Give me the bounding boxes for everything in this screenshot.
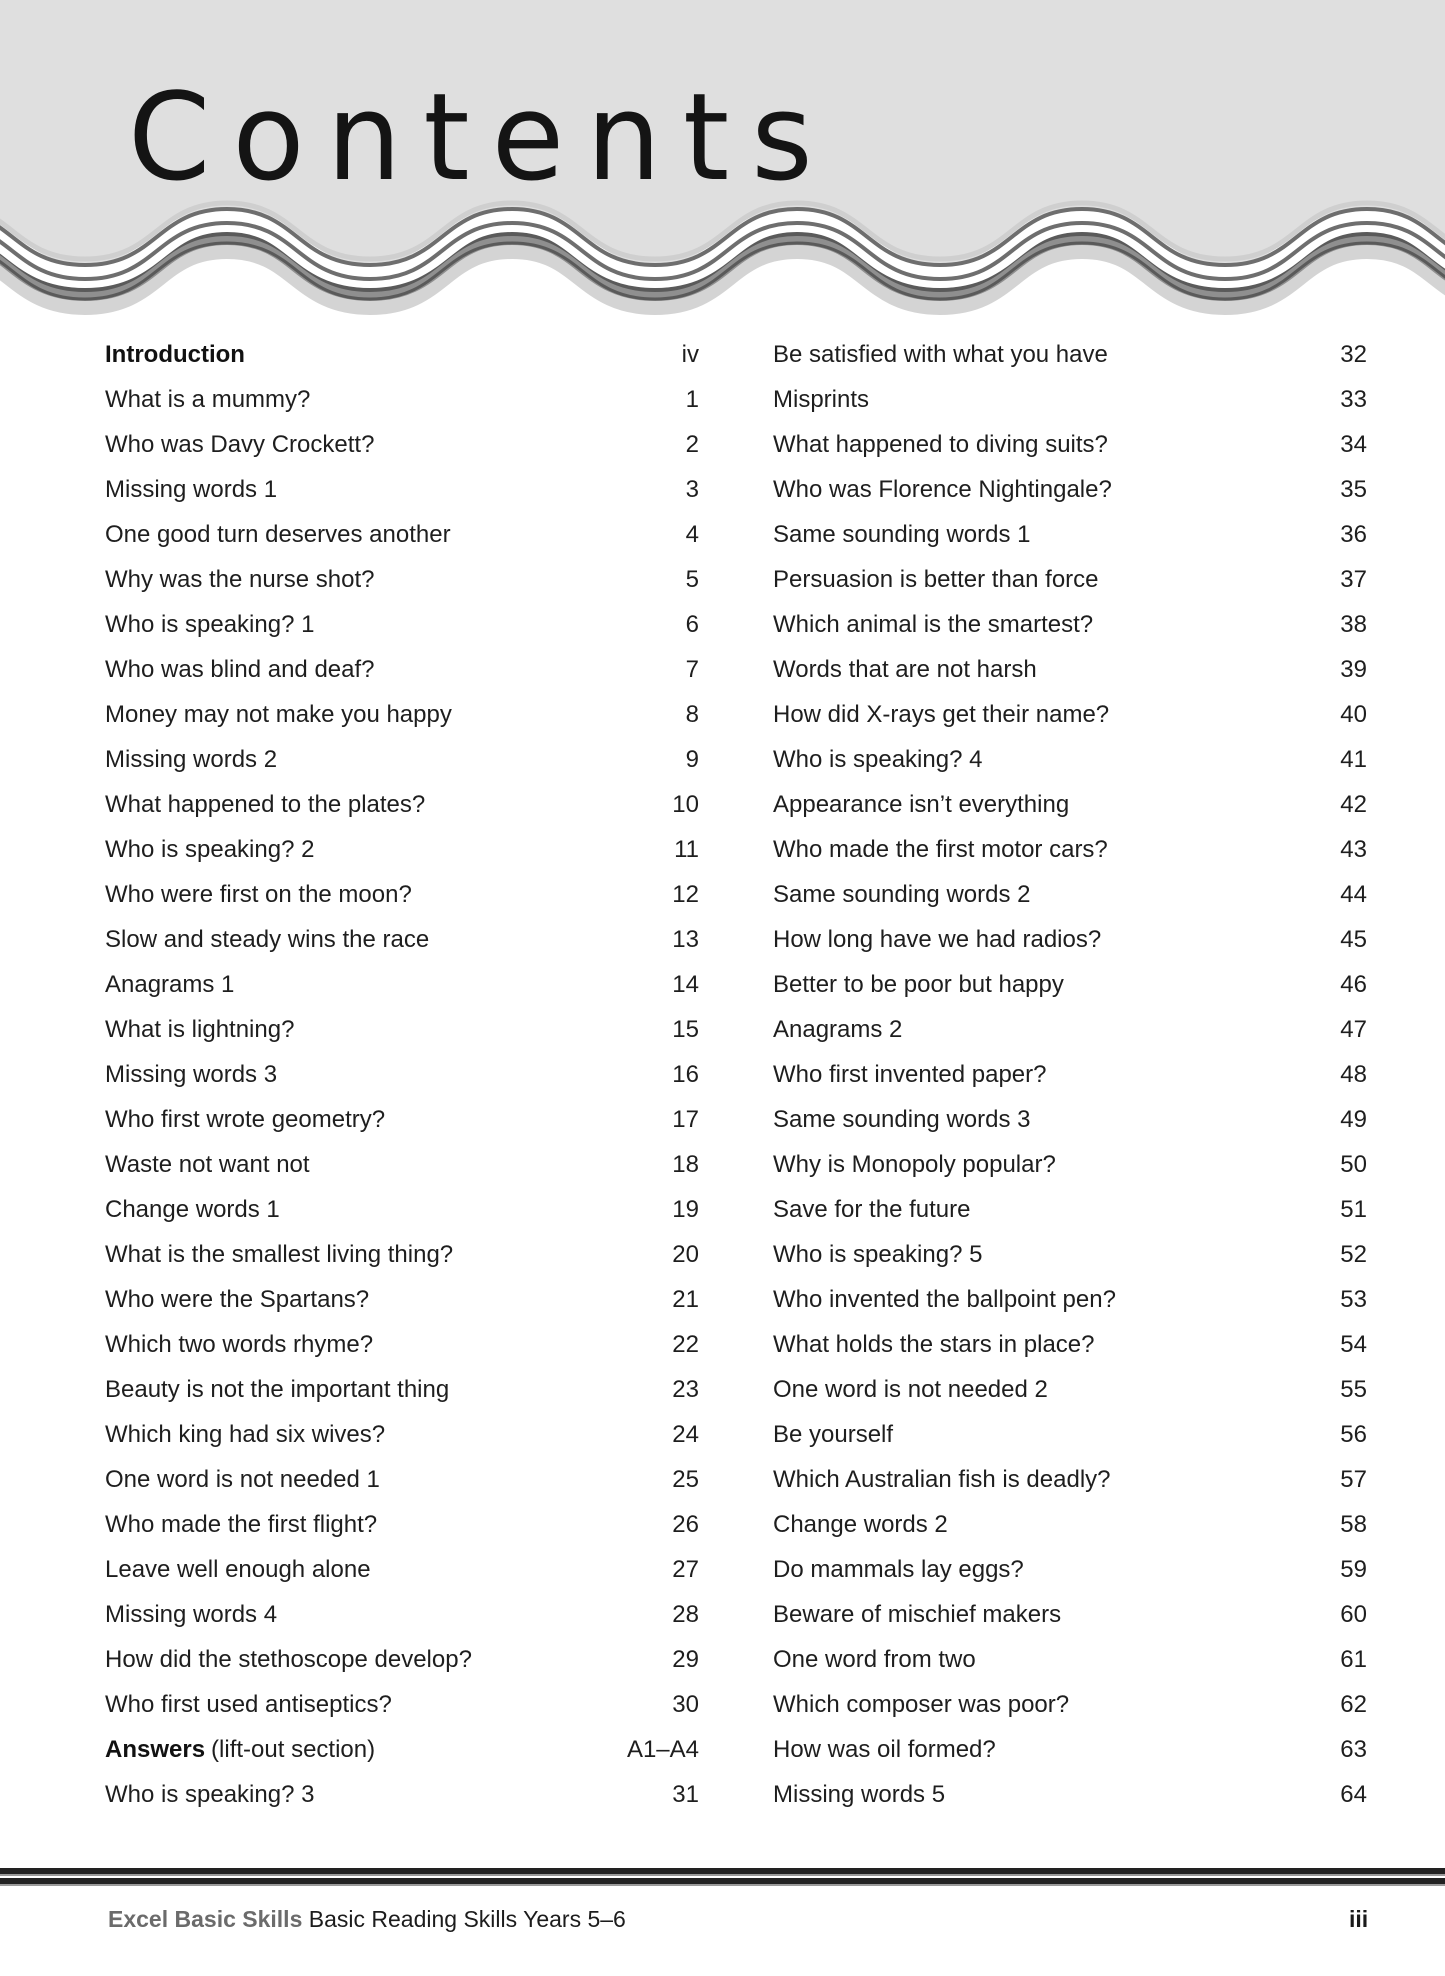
toc-entry-page: 39 bbox=[1340, 656, 1367, 683]
toc-entry-page: 54 bbox=[1340, 1331, 1367, 1358]
page-title: Contents bbox=[128, 66, 835, 208]
dot-leader bbox=[379, 1733, 609, 1757]
dot-leader bbox=[1116, 473, 1336, 497]
dot-leader bbox=[1097, 608, 1336, 632]
toc-entry-title: How was oil formed? bbox=[773, 1736, 996, 1763]
toc-entry-title: Who first invented paper? bbox=[773, 1061, 1047, 1088]
dot-leader bbox=[373, 1283, 668, 1307]
toc-entry-title: Why was the nurse shot? bbox=[105, 566, 375, 593]
dot-leader bbox=[1112, 833, 1337, 857]
toc-entry-title: Same sounding words 3 bbox=[773, 1106, 1031, 1133]
toc-entry[interactable] bbox=[105, 1055, 699, 1100]
toc-entry[interactable] bbox=[105, 1595, 699, 1640]
toc-entry-page: 45 bbox=[1340, 926, 1367, 953]
toc-left-column bbox=[105, 335, 699, 1820]
toc-entry[interactable] bbox=[773, 605, 1367, 650]
dot-leader bbox=[1034, 518, 1336, 542]
dot-leader bbox=[238, 968, 668, 992]
toc-entry-title: Who first wrote geometry? bbox=[105, 1106, 386, 1133]
dot-leader bbox=[377, 1328, 668, 1352]
dot-leader bbox=[318, 608, 681, 632]
toc-entry-page: 61 bbox=[1340, 1646, 1367, 1673]
toc-entry[interactable] bbox=[105, 1460, 699, 1505]
toc-entry[interactable] bbox=[105, 695, 699, 740]
dot-leader bbox=[456, 698, 681, 722]
toc-entry[interactable] bbox=[773, 875, 1367, 920]
toc-entry-title: Better to be poor but happy bbox=[773, 971, 1064, 998]
toc-entry-page: 59 bbox=[1340, 1556, 1367, 1583]
toc-entry-page: 17 bbox=[672, 1106, 699, 1133]
toc-right-column bbox=[773, 335, 1367, 1820]
toc-entry-page: 30 bbox=[672, 1691, 699, 1718]
toc-entry-title: What happened to diving suits? bbox=[773, 431, 1108, 458]
toc-entry-page: 18 bbox=[672, 1151, 699, 1178]
toc-entry[interactable] bbox=[773, 1280, 1367, 1325]
toc-entry[interactable] bbox=[773, 1370, 1367, 1415]
toc-entry[interactable] bbox=[105, 425, 699, 470]
toc-entry[interactable] bbox=[773, 1325, 1367, 1370]
toc-entry-page: 25 bbox=[672, 1466, 699, 1493]
dot-leader bbox=[986, 743, 1336, 767]
toc-entry-page: 40 bbox=[1340, 701, 1367, 728]
toc-entry-title: Same sounding words 1 bbox=[773, 521, 1031, 548]
toc-entry-page: 53 bbox=[1340, 1286, 1367, 1313]
dot-leader bbox=[1113, 698, 1336, 722]
dot-leader bbox=[1052, 1373, 1336, 1397]
dot-leader bbox=[379, 653, 681, 677]
toc-entry[interactable] bbox=[105, 830, 699, 875]
footer-rule-shadow bbox=[0, 1884, 1445, 1886]
toc-entry-title: Which composer was poor? bbox=[773, 1691, 1070, 1718]
toc-entry[interactable] bbox=[105, 605, 699, 650]
toc-entry-page: 8 bbox=[685, 701, 699, 728]
dot-leader bbox=[1073, 1688, 1336, 1712]
toc-entry-title: Who were the Spartans? bbox=[105, 1286, 370, 1313]
toc-entry-page: 28 bbox=[672, 1601, 699, 1628]
toc-entry[interactable] bbox=[773, 1235, 1367, 1280]
dot-leader bbox=[1112, 338, 1336, 362]
toc-entry-title: Who first used antiseptics? bbox=[105, 1691, 392, 1718]
dot-leader bbox=[1034, 878, 1336, 902]
toc-entry[interactable] bbox=[773, 920, 1367, 965]
toc-entry[interactable] bbox=[105, 1145, 699, 1190]
toc-entry-page: 47 bbox=[1340, 1016, 1367, 1043]
toc-entry-page: 62 bbox=[1340, 1691, 1367, 1718]
toc-entry[interactable] bbox=[105, 1100, 699, 1145]
toc-entry[interactable] bbox=[105, 560, 699, 605]
toc-entry-page: 6 bbox=[685, 611, 699, 638]
toc-entry-page: 49 bbox=[1340, 1106, 1367, 1133]
toc-entry[interactable] bbox=[105, 1775, 699, 1820]
toc-entry-title: Missing words 1 bbox=[105, 476, 278, 503]
toc-entry-title: Leave well enough alone bbox=[105, 1556, 371, 1583]
toc-entry-page: 20 bbox=[672, 1241, 699, 1268]
toc-entry-title bbox=[105, 1730, 375, 1770]
toc-entry[interactable] bbox=[105, 740, 699, 785]
dot-leader bbox=[281, 743, 681, 767]
dot-leader bbox=[1115, 1463, 1337, 1487]
toc-entry[interactable] bbox=[773, 560, 1367, 605]
toc-entry[interactable] bbox=[105, 1280, 699, 1325]
toc-entry-title: Who invented the ballpoint pen? bbox=[773, 1286, 1116, 1313]
toc-entry-title: Anagrams 2 bbox=[773, 1016, 903, 1043]
toc-entry-page: 14 bbox=[672, 971, 699, 998]
toc-entry[interactable] bbox=[773, 695, 1367, 740]
toc-entry-title: Change words 1 bbox=[105, 1196, 280, 1223]
toc-entry-page: 58 bbox=[1340, 1511, 1367, 1538]
dot-leader bbox=[1041, 653, 1337, 677]
dot-leader bbox=[1028, 1553, 1337, 1577]
toc-entry-title: One word from two bbox=[773, 1646, 976, 1673]
dot-leader bbox=[457, 1238, 668, 1262]
toc-entry-page: 44 bbox=[1340, 881, 1367, 908]
toc-entry-title: What is lightning? bbox=[105, 1016, 295, 1043]
toc-entry-title: Who was Davy Crockett? bbox=[105, 431, 375, 458]
toc-entry[interactable] bbox=[773, 785, 1367, 830]
dot-leader bbox=[952, 1508, 1337, 1532]
dot-leader bbox=[433, 923, 668, 947]
toc-entry-title: Who were first on the moon? bbox=[105, 881, 412, 908]
dot-leader bbox=[318, 833, 670, 857]
toc-entry-page: 16 bbox=[672, 1061, 699, 1088]
toc-entry[interactable] bbox=[773, 1010, 1367, 1055]
toc-entry-title: Change words 2 bbox=[773, 1511, 948, 1538]
toc-entry-page: 37 bbox=[1340, 566, 1367, 593]
toc-entry-title: What is the smallest living thing? bbox=[105, 1241, 454, 1268]
toc-entry-page: 12 bbox=[672, 881, 699, 908]
toc-entry-title: Who is speaking? 1 bbox=[105, 611, 315, 638]
toc-entry-title: Be satisfied with what you have bbox=[773, 341, 1108, 368]
toc-entry-title-bold: Answers bbox=[105, 1736, 206, 1763]
dot-leader bbox=[1099, 1328, 1337, 1352]
toc-entry-page: 1 bbox=[685, 386, 699, 413]
toc-entry-page: iv bbox=[681, 341, 699, 368]
toc-entry-title: How long have we had radios? bbox=[773, 926, 1102, 953]
toc-entry[interactable] bbox=[773, 1145, 1367, 1190]
toc-entry[interactable] bbox=[105, 1010, 699, 1055]
toc-entry[interactable] bbox=[105, 875, 699, 920]
toc-entry-title: Anagrams 1 bbox=[105, 971, 235, 998]
dot-leader bbox=[298, 1013, 668, 1037]
header-banner bbox=[0, 0, 1445, 340]
book-title bbox=[108, 1906, 626, 1933]
toc-entry-title: Who is speaking? 2 bbox=[105, 836, 315, 863]
toc-entry[interactable] bbox=[105, 380, 699, 425]
toc-entry-title: Missing words 4 bbox=[105, 1601, 278, 1628]
toc-entry-page: 7 bbox=[685, 656, 699, 683]
dot-leader bbox=[1120, 1283, 1336, 1307]
toc-entry-title: Money may not make you happy bbox=[105, 701, 452, 728]
toc-entry-title-bold: Introduction bbox=[105, 341, 245, 368]
toc-entry-title: Do mammals lay eggs? bbox=[773, 1556, 1024, 1583]
toc-entry-page: 15 bbox=[672, 1016, 699, 1043]
page-footer bbox=[0, 1906, 1445, 1946]
toc-entry-page: 38 bbox=[1340, 611, 1367, 638]
toc-entry-title: Slow and steady wins the race bbox=[105, 926, 430, 953]
toc-entry[interactable] bbox=[773, 1460, 1367, 1505]
dot-leader bbox=[378, 563, 681, 587]
toc-entry[interactable] bbox=[773, 1190, 1367, 1235]
toc-entry[interactable] bbox=[773, 335, 1367, 380]
toc-entry[interactable] bbox=[773, 425, 1367, 470]
toc-entry-page: 26 bbox=[672, 1511, 699, 1538]
toc-entry-page: 35 bbox=[1340, 476, 1367, 503]
toc-entry-title: Words that are not harsh bbox=[773, 656, 1037, 683]
toc-entry-title: One good turn deserves another bbox=[105, 521, 451, 548]
toc-entry-title: Who is speaking? 3 bbox=[105, 1781, 315, 1808]
dot-leader bbox=[389, 1418, 668, 1442]
toc-entry-title: Save for the future bbox=[773, 1196, 971, 1223]
toc-entry[interactable] bbox=[773, 380, 1367, 425]
toc-entry[interactable] bbox=[773, 1550, 1367, 1595]
toc-entry[interactable] bbox=[105, 1685, 699, 1730]
toc-entry-title: Who made the first motor cars? bbox=[773, 836, 1108, 863]
toc-entry-title: Missing words 2 bbox=[105, 746, 278, 773]
toc-entry[interactable] bbox=[773, 830, 1367, 875]
dot-leader bbox=[1112, 428, 1336, 452]
toc-entry-page: 60 bbox=[1340, 1601, 1367, 1628]
dot-leader bbox=[384, 1463, 668, 1487]
toc-entry-title: Who was Florence Nightingale? bbox=[773, 476, 1112, 503]
dot-leader bbox=[314, 383, 681, 407]
toc-entry-title: Which animal is the smartest? bbox=[773, 611, 1094, 638]
dot-leader bbox=[378, 428, 681, 452]
dot-leader bbox=[1105, 923, 1336, 947]
toc-entry-title bbox=[105, 335, 245, 375]
toc-entry[interactable] bbox=[773, 1055, 1367, 1100]
toc-entry-title: What happened to the plates? bbox=[105, 791, 426, 818]
toc-entry-page: 27 bbox=[672, 1556, 699, 1583]
toc-entry-page: 51 bbox=[1340, 1196, 1367, 1223]
series-brand: Excel Basic Skills bbox=[108, 1906, 303, 1932]
toc-entry-title: Who was blind and deaf? bbox=[105, 656, 375, 683]
toc-entry[interactable] bbox=[773, 1595, 1367, 1640]
toc-entry-page: 50 bbox=[1340, 1151, 1367, 1178]
toc-entry-page: 31 bbox=[672, 1781, 699, 1808]
toc-entry-title: How did the stethoscope develop? bbox=[105, 1646, 472, 1673]
dot-leader bbox=[314, 1148, 669, 1172]
dot-leader bbox=[396, 1688, 669, 1712]
toc-entry-title: Beauty is not the important thing bbox=[105, 1376, 450, 1403]
toc-entry[interactable] bbox=[105, 785, 699, 830]
toc-entry[interactable] bbox=[773, 1730, 1367, 1775]
toc-entry-page: 4 bbox=[685, 521, 699, 548]
toc-entry-title: Which Australian fish is deadly? bbox=[773, 1466, 1111, 1493]
toc-entry-page: 24 bbox=[672, 1421, 699, 1448]
dot-leader bbox=[949, 1778, 1336, 1802]
toc-entry[interactable] bbox=[773, 1775, 1367, 1820]
toc-entry[interactable] bbox=[105, 1550, 699, 1595]
dot-leader bbox=[906, 1013, 1336, 1037]
toc-entry-page: A1–A4 bbox=[626, 1736, 699, 1763]
toc-entry-title: Missing words 5 bbox=[773, 1781, 946, 1808]
toc-entry[interactable] bbox=[773, 1505, 1367, 1550]
toc-entry[interactable] bbox=[105, 650, 699, 695]
toc-entry[interactable] bbox=[105, 335, 699, 380]
toc-entry[interactable] bbox=[105, 965, 699, 1010]
toc-entry-title: Why is Monopoly popular? bbox=[773, 1151, 1056, 1178]
dot-leader bbox=[1065, 1598, 1336, 1622]
toc-entry-page: 13 bbox=[672, 926, 699, 953]
toc-entry-page: 36 bbox=[1340, 521, 1367, 548]
toc-entry-title: One word is not needed 2 bbox=[773, 1376, 1048, 1403]
toc-entry[interactable] bbox=[105, 1640, 699, 1685]
dot-leader bbox=[453, 1373, 668, 1397]
toc-entry-title: Who is speaking? 5 bbox=[773, 1241, 983, 1268]
toc-entry-page: 2 bbox=[685, 431, 699, 458]
toc-entry[interactable] bbox=[773, 470, 1367, 515]
toc-entry[interactable] bbox=[105, 1730, 699, 1775]
toc-entry-title: Which king had six wives? bbox=[105, 1421, 386, 1448]
toc-entry[interactable] bbox=[105, 1505, 699, 1550]
toc-entry-page: 56 bbox=[1340, 1421, 1367, 1448]
dot-leader bbox=[416, 878, 668, 902]
toc-entry-title: Misprints bbox=[773, 386, 870, 413]
dot-leader bbox=[1060, 1148, 1336, 1172]
dot-leader bbox=[318, 1778, 668, 1802]
dot-leader bbox=[476, 1643, 668, 1667]
dot-leader bbox=[873, 383, 1336, 407]
toc-entry[interactable] bbox=[773, 1685, 1367, 1730]
dot-leader bbox=[375, 1553, 669, 1577]
dot-leader bbox=[1068, 968, 1336, 992]
toc-entry-page: 11 bbox=[674, 836, 699, 863]
toc-entry[interactable] bbox=[773, 1640, 1367, 1685]
toc-entry-page: 48 bbox=[1340, 1061, 1367, 1088]
toc-entry-page: 22 bbox=[672, 1331, 699, 1358]
toc-entry-page: 10 bbox=[672, 791, 699, 818]
toc-entry-page: 52 bbox=[1340, 1241, 1367, 1268]
toc-entry[interactable] bbox=[773, 515, 1367, 560]
toc-entry[interactable] bbox=[105, 920, 699, 965]
toc-entry-title: Who made the first flight? bbox=[105, 1511, 378, 1538]
dot-leader bbox=[986, 1238, 1336, 1262]
toc-entry[interactable] bbox=[105, 515, 699, 560]
toc-entry-page: 33 bbox=[1340, 386, 1367, 413]
toc-entry-title: Same sounding words 2 bbox=[773, 881, 1031, 908]
toc-entry[interactable] bbox=[105, 1370, 699, 1415]
dot-leader bbox=[1034, 1103, 1336, 1127]
toc-entry-title: Missing words 3 bbox=[105, 1061, 278, 1088]
toc-entry-page: 29 bbox=[672, 1646, 699, 1673]
dot-leader bbox=[389, 1103, 668, 1127]
toc-entry[interactable] bbox=[773, 1100, 1367, 1145]
toc-entry-page: 41 bbox=[1340, 746, 1367, 773]
toc-entry-title: Appearance isn’t everything bbox=[773, 791, 1070, 818]
toc-entry[interactable] bbox=[773, 965, 1367, 1010]
dot-leader bbox=[249, 338, 678, 362]
dot-leader bbox=[897, 1418, 1336, 1442]
dot-leader bbox=[381, 1508, 668, 1532]
dot-leader bbox=[980, 1643, 1337, 1667]
toc-entry-page: 42 bbox=[1340, 791, 1367, 818]
toc-entry-page: 19 bbox=[672, 1196, 699, 1223]
toc-entry-title: Beware of mischief makers bbox=[773, 1601, 1062, 1628]
toc-entry-title: What holds the stars in place? bbox=[773, 1331, 1095, 1358]
toc-entry-page: 34 bbox=[1340, 431, 1367, 458]
toc-entry-page: 63 bbox=[1340, 1736, 1367, 1763]
book-subtitle: Basic Reading Skills Years 5–6 bbox=[308, 1906, 626, 1932]
dot-leader bbox=[974, 1193, 1336, 1217]
dot-leader bbox=[1050, 1058, 1336, 1082]
dot-leader bbox=[281, 1058, 668, 1082]
dot-leader bbox=[281, 1598, 668, 1622]
toc-entry-title: Persuasion is better than force bbox=[773, 566, 1099, 593]
toc-entry[interactable] bbox=[105, 1325, 699, 1370]
toc-entry[interactable] bbox=[105, 1190, 699, 1235]
toc-entry-page: 32 bbox=[1340, 341, 1367, 368]
dot-leader bbox=[455, 518, 681, 542]
toc-entry-title: How did X-rays get their name? bbox=[773, 701, 1110, 728]
toc-entry-page: 9 bbox=[685, 746, 699, 773]
toc-entry[interactable] bbox=[773, 650, 1367, 695]
toc-entry-page: 43 bbox=[1340, 836, 1367, 863]
toc-entry-page: 23 bbox=[672, 1376, 699, 1403]
toc-entry-title-suffix: (lift-out section) bbox=[211, 1736, 376, 1763]
toc-entry-page: 5 bbox=[685, 566, 699, 593]
toc-entry-title: Be yourself bbox=[773, 1421, 894, 1448]
toc-entry-page: 57 bbox=[1340, 1466, 1367, 1493]
toc-entry[interactable] bbox=[773, 740, 1367, 785]
toc-entry-title: What is a mummy? bbox=[105, 386, 311, 413]
dot-leader bbox=[284, 1193, 669, 1217]
toc-entry-title: One word is not needed 1 bbox=[105, 1466, 380, 1493]
toc-entry[interactable] bbox=[105, 1235, 699, 1280]
toc-entry-page: 21 bbox=[672, 1286, 699, 1313]
dot-leader bbox=[1073, 788, 1336, 812]
toc-entry-page: 64 bbox=[1340, 1781, 1367, 1808]
toc-entry[interactable] bbox=[773, 1415, 1367, 1460]
toc-entry-page: 46 bbox=[1340, 971, 1367, 998]
toc-entry-page: 3 bbox=[685, 476, 699, 503]
page-number: iii bbox=[1349, 1906, 1369, 1932]
toc-entry[interactable] bbox=[105, 470, 699, 515]
toc-entry-title: Waste not want not bbox=[105, 1151, 310, 1178]
dot-leader bbox=[1103, 563, 1337, 587]
toc-entry[interactable] bbox=[105, 1415, 699, 1460]
dot-leader bbox=[1000, 1733, 1337, 1757]
toc-entry-title: Who is speaking? 4 bbox=[773, 746, 983, 773]
toc-entry-page: 55 bbox=[1340, 1376, 1367, 1403]
toc-entry-title: Which two words rhyme? bbox=[105, 1331, 374, 1358]
dot-leader bbox=[429, 788, 668, 812]
dot-leader bbox=[281, 473, 681, 497]
